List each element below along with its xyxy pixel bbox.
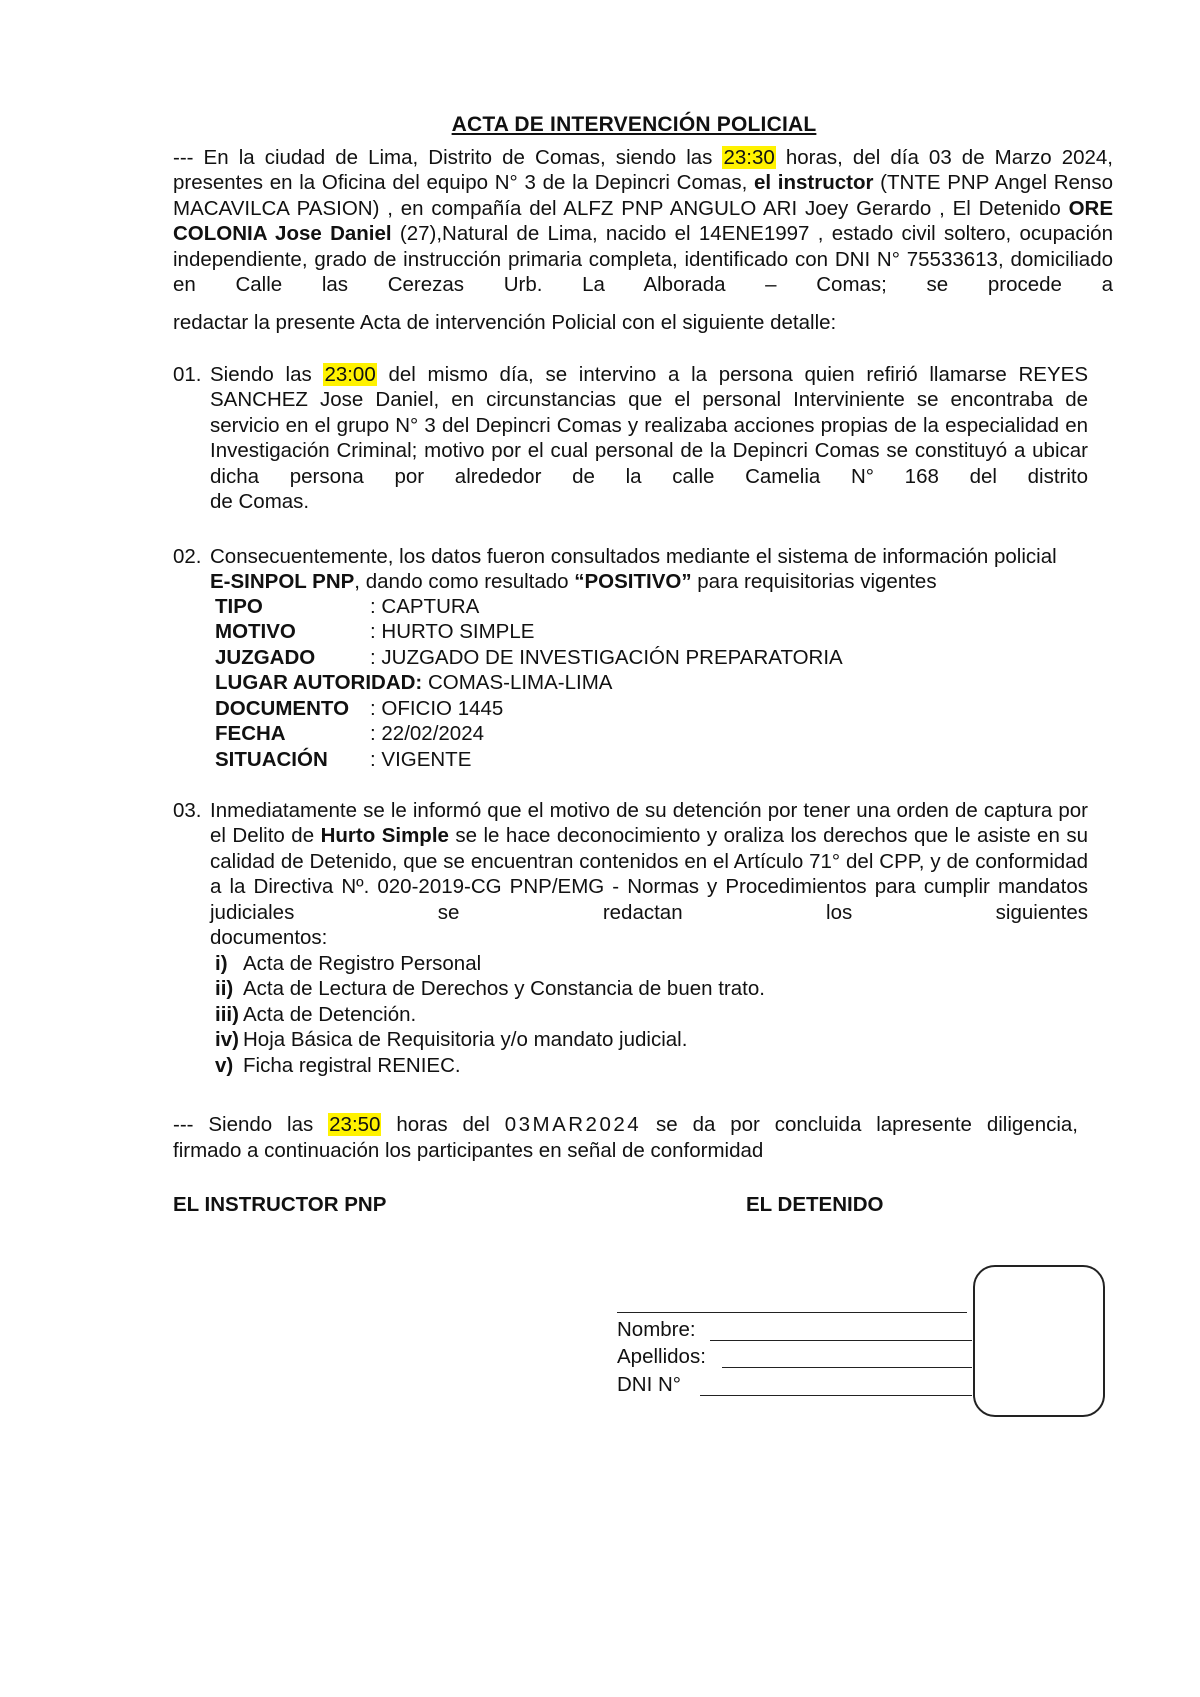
- item-02-number: 02.: [173, 545, 202, 568]
- signature-instructor-label: EL INSTRUCTOR PNP: [173, 1193, 387, 1216]
- item-02-line-1: Consecuentemente, los datos fueron consultados mediante el sistema de información policial: [210, 545, 1057, 568]
- name-field-line: [710, 1340, 972, 1341]
- item-01-last-line: de Comas.: [210, 490, 310, 513]
- item-03-paragraph: Inmediatamente se le informó que el motivo de su detención por tener una orden de captura por el Delito de Hurto Simple se le hace deconocimiento y oraliza los derechos que le asiste en su calidad de Detenido, que se encuentran contenidos en el Artículo 71° del CPP, y de conformidad a la Directiva Nº. 020-2019-CG PNP/EMG - Normas y Procedimientos para cumplir mandatos judiciales se redactan los siguientes: [210, 799, 1088, 924]
- doc-item-2: ii) Acta de Lectura de Derechos y Constancia de buen trato.: [215, 977, 765, 1000]
- doc-item-5: v) Ficha registral RENIEC.: [215, 1054, 461, 1077]
- closing-time-highlight: 23:50: [329, 1113, 381, 1136]
- doc-item-1: i) Acta de Registro Personal: [215, 952, 482, 975]
- item-03-number: 03.: [173, 799, 202, 822]
- dni-field-line: [700, 1395, 972, 1396]
- field-motivo: MOTIVO : HURTO SIMPLE: [215, 620, 535, 643]
- signature-detainee-label: EL DETENIDO: [746, 1193, 884, 1216]
- surname-field-label: Apellidos:: [617, 1345, 706, 1368]
- item-01-paragraph: Siendo las 23:00 del mismo día, se intervino a la persona quien refirió llamarse REYES SANCHEZ Jose Daniel, en circunstancias que el personal Interviniente se encontraba de servicio en el grupo N° 3 del Depincri Comas y realizaba acciones propias de la especialidad en Investigación Criminal; motivo por el cual personal de la Depincri Comas se constituyó a ubicar dicha persona por alrededor de la calle Camelia N° 168 del distrito: [210, 363, 1088, 488]
- surname-field-line: [722, 1367, 972, 1368]
- field-lugar-autoridad: LUGAR AUTORIDAD: COMAS-LIMA-LIMA: [215, 671, 613, 694]
- item-01-time-highlight: 23:00: [324, 363, 376, 386]
- dni-field-label: DNI N°: [617, 1373, 682, 1396]
- intro-time-highlight: 23:30: [723, 146, 775, 169]
- doc-item-4: iv) Hoja Básica de Requisitoria y/o mandato judicial.: [215, 1028, 688, 1051]
- intro-last-line: redactar la presente Acta de intervención Policial con el siguiente detalle:: [173, 311, 837, 334]
- closing-line-1: --- Siendo las 23:50 horas del 03MAR2024 se da por concluida lapresente diligencia,: [173, 1113, 1078, 1136]
- item-03-last-line: documentos:: [210, 926, 328, 949]
- field-fecha: FECHA : 22/02/2024: [215, 722, 484, 745]
- field-tipo: TIPO : CAPTURA: [215, 595, 480, 618]
- field-documento: DOCUMENTO : OFICIO 1445: [215, 697, 504, 720]
- document-title: ACTA DE INTERVENCIÓN POLICIAL: [451, 113, 817, 136]
- signature-line: [617, 1312, 967, 1313]
- fingerprint-box: [973, 1265, 1105, 1417]
- field-juzgado: JUZGADO : JUZGADO DE INVESTIGACIÓN PREPARATORIA: [215, 646, 843, 669]
- doc-item-3: iii) Acta de Detención.: [215, 1003, 417, 1026]
- item-01-number: 01.: [173, 363, 202, 386]
- item-02-line-2: E-SINPOL PNP, dando como resultado “POSITIVO” para requisitorias vigentes: [210, 570, 937, 593]
- field-situacion: SITUACIÓN : VIGENTE: [215, 748, 472, 771]
- name-field-label: Nombre:: [617, 1318, 696, 1341]
- closing-last-line: firmado a continuación los participantes en señal de conformidad: [173, 1139, 764, 1162]
- intro-paragraph: --- En la ciudad de Lima, Distrito de Comas, siendo las 23:30 horas, del día 03 de Marzo 2024, presentes en la Oficina del equipo N° 3 de la Depincri Comas, el instructor (TNTE PNP Angel Renso MACAVILCA PASION) , en compañía del ALFZ PNP ANGULO ARI Joey Gerardo , El Detenido ORE COLONIA Jose Daniel (27),Natural de Lima, nacido el 14ENE1997 , estado civil soltero, ocupación independiente, grado de instrucción primaria completa, identificado con DNI N° 75533613, domiciliado en Calle las Cerezas Urb. La Alborada – Comas; se procede a: [173, 146, 1113, 297]
